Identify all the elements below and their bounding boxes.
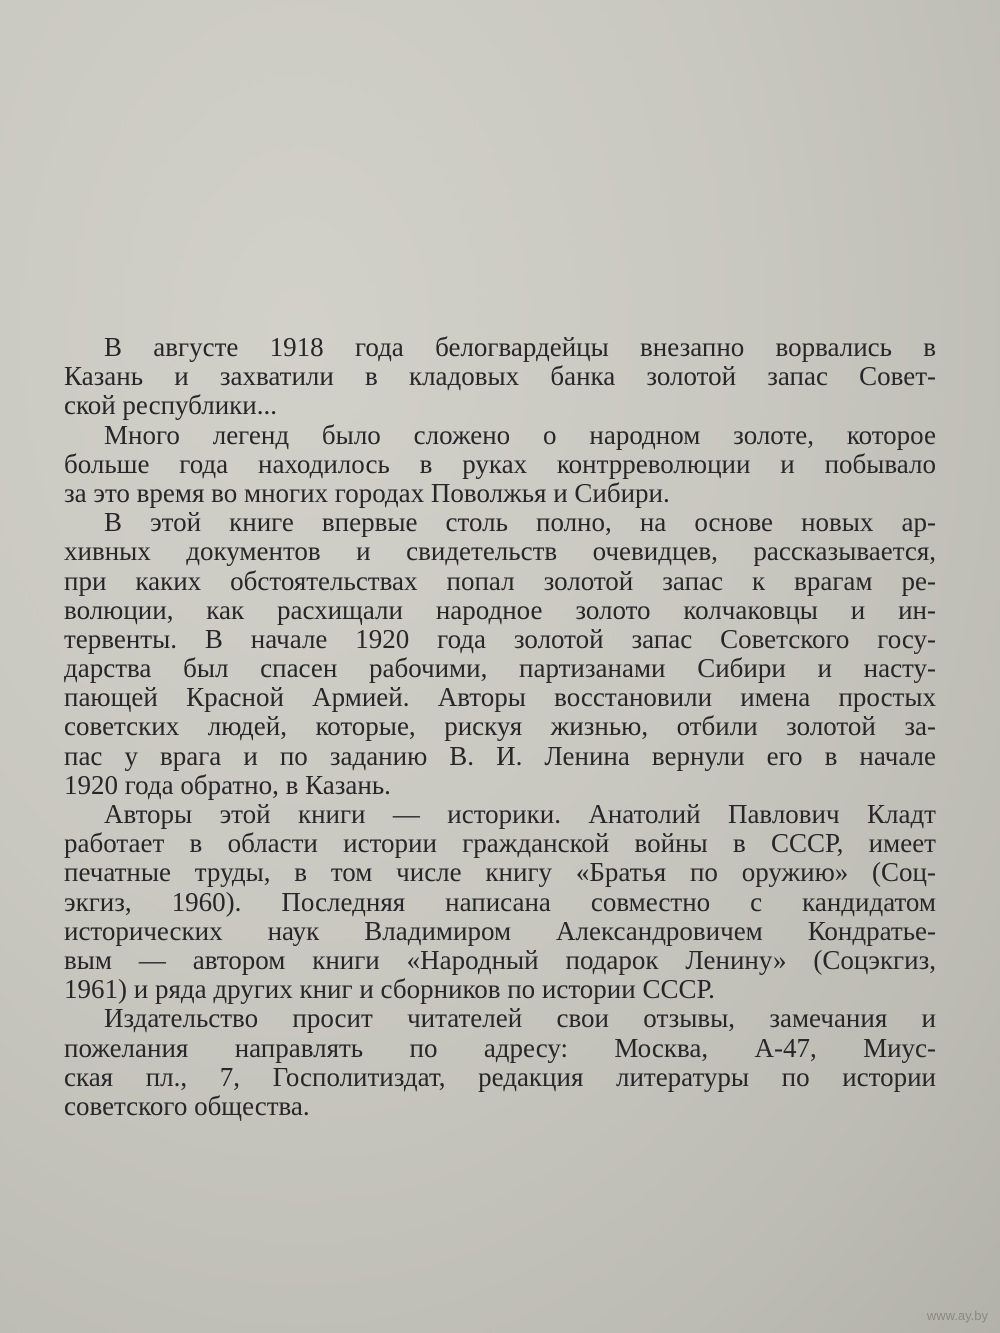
text-line: печатные труды, в том числе книгу «Братья по оружию» (Соц- [64,857,936,888]
annotation-text [64,333,936,1121]
text-line: вым — автором книги «Народный подарок Ленину» (Соцэкгиз, [64,944,936,975]
text-line: работает в области истории гражданской войны в СССР, имеет [64,828,936,859]
text-line: волюции, как расхищали народное золото колчаковцы и ин- [64,594,936,625]
text-line: советского общества. [64,1090,310,1121]
text-line: пожелания направлять по адресу: Москва, А-47, Миус- [64,1032,936,1063]
text-line: больше года находилось в руках контрреволюции и побывало [64,448,936,479]
text-line: пас у врага и по заданию В. И. Ленина вернули его в начале [64,740,936,771]
text-line: Издательство просит читателей свои отзывы, замечания и [104,1003,936,1034]
text-line: при каких обстоятельствах попал золотой запас к врагам ре- [64,565,936,596]
text-line: хивных документов и свидетельств очевидцев, рассказывается, [64,536,936,567]
paragraph-5 [64,1004,936,1121]
text-line: Казань и захватили в кладовых банка золотой запас Совет- [64,361,936,392]
text-line: Авторы этой книги — историки. Анатолий Павлович Кладт [104,799,936,829]
paragraph-2 [64,421,936,509]
site-watermark: www.ay.by [926,1308,988,1323]
text-line: 1920 года обратно, в Казань. [64,769,391,800]
text-line: Много легенд было сложено о народном золоте, которое [104,419,936,450]
text-line: пающей Красной Армией. Авторы восстановили имена простых [64,682,936,713]
text-line: тервенты. В начале 1920 года золотой запас Советского госу- [64,623,936,654]
paragraph-1 [64,333,936,421]
text-line: экгиз, 1960). Последняя написана совместно с кандидатом [64,886,936,917]
text-line: ской республики... [64,390,277,421]
text-line: В августе 1918 года белогвардейцы внезапно ворвались в [104,332,936,362]
paragraph-3 [64,508,936,800]
text-line: дарства был спасен рабочими, партизанами Сибири и насту- [64,653,936,684]
text-line: исторических наук Владимиром Александровичем Кондратье- [64,915,936,946]
paragraph-4 [64,800,936,1004]
text-line: советских людей, которые, рискуя жизнью, отбили золотой за- [64,711,936,742]
text-line: за это время во многих городах Поволжья и Сибири. [64,477,670,508]
text-line: В этой книге впервые столь полно, на основе новых ар- [104,507,936,538]
text-line: ская пл., 7, Госполитиздат, редакция литературы по истории [64,1061,936,1092]
text-line: 1961) и ряда других книг и сборников по истории СССР. [64,974,715,1005]
